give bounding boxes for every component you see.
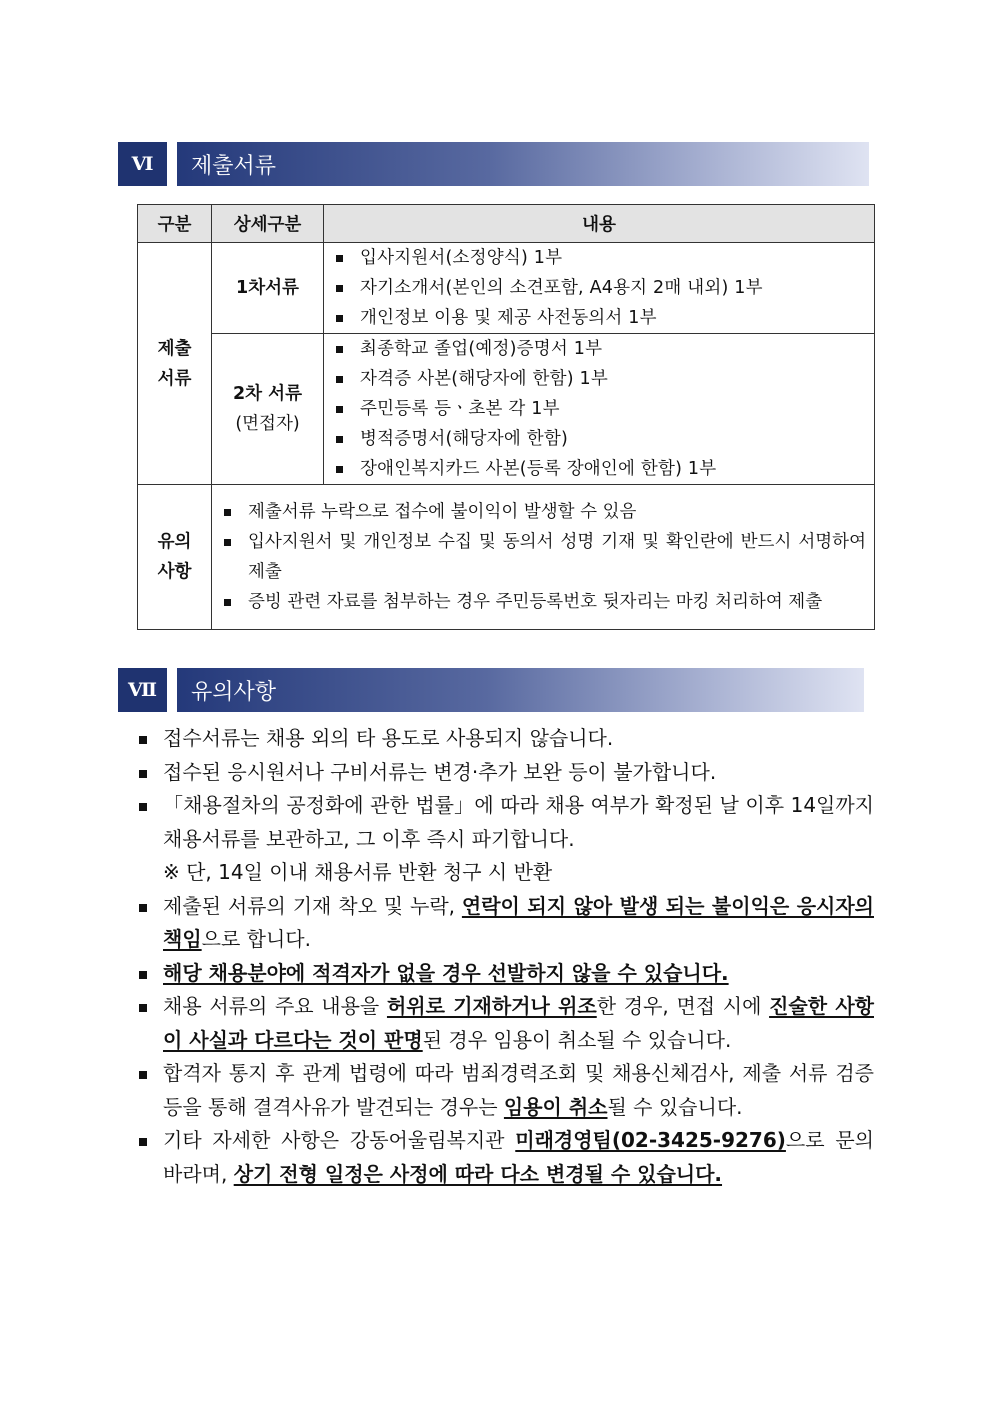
caution-item xyxy=(137,957,874,991)
first-docs-label-cell xyxy=(212,243,324,334)
notes-content xyxy=(212,485,875,630)
second-docs-label-cell xyxy=(212,334,324,485)
caution-text: 접수된 응시원서나 구비서류는 변경·추가 보완 등이 불가합니다. xyxy=(163,759,717,784)
emphasis-text: 임용이 취소 xyxy=(503,1094,608,1119)
submit-category-cell xyxy=(138,243,212,485)
caution-item xyxy=(137,1124,874,1191)
caution-text: 될 수 있습니다. xyxy=(607,1094,743,1119)
caution-text: 「채용절차의 공정화에 관한 법률」에 따라 채용 여부가 확정된 날 이후 14일까지 채용서류를 보관하고, 그 이후 즉시 파기합니다. xyxy=(163,793,874,851)
notes-category-cell xyxy=(138,485,212,630)
list-item: 자기소개서(본인의 소견포함, A4용지 2매 내외) 1부 xyxy=(324,273,874,303)
section6-number: Ⅵ xyxy=(118,142,167,186)
list-item: 입사지원서(소정양식) 1부 xyxy=(324,243,874,273)
table-row-second-docs xyxy=(138,334,875,485)
list-item: 입사지원서 및 개인정보 수집 및 동의서 성명 기재 및 확인란에 반드시 서명하여 제출 xyxy=(212,527,874,587)
cautions-list xyxy=(137,722,874,856)
retention-note: ※ 단, 14일 이내 채용서류 반환 청구 시 반환 xyxy=(163,860,553,884)
cautions-list-continued xyxy=(137,890,874,1192)
caution-text: 채용 서류의 주요 내용을 xyxy=(163,994,387,1018)
list-item: 장애인복지카드 사본(등록 장애인에 한함) 1부 xyxy=(324,454,874,484)
submit-category-label: 제출 서류 xyxy=(157,338,192,389)
section7-number: Ⅶ xyxy=(118,668,167,712)
notes-category-label: 유의 사항 xyxy=(157,532,192,582)
caution-item xyxy=(137,722,874,756)
table-header-row xyxy=(138,205,875,243)
emphasis-text: 연락이 되지 않아 발생 되는 불이익은 응시자의 책임 xyxy=(163,893,874,951)
second-docs-list xyxy=(324,334,874,484)
documents-table xyxy=(137,204,875,630)
caution-text: 기타 자세한 사항은 강동어울림복지관 xyxy=(163,1128,516,1152)
cautions-block xyxy=(137,722,874,1191)
caution-text: 합격자 통지 후 관계 법령에 따라 범죄경력조회 및 채용신체검사, 제출 서류 검증 등을 통해 결격사유가 발견되는 경우는 xyxy=(163,1061,874,1119)
list-item: 자격증 사본(해당자에 한함) 1부 xyxy=(324,364,874,394)
notes-list xyxy=(212,497,874,617)
caution-item xyxy=(137,756,874,790)
caution-text: 한 경우, 면접 시에 xyxy=(596,994,770,1018)
first-docs-label: 1차서류 xyxy=(236,278,299,298)
caution-item xyxy=(137,789,874,856)
section6-title: 제출서류 xyxy=(177,142,869,186)
table-row-first-docs xyxy=(138,243,875,334)
list-item: 증빙 관련 자료를 첨부하는 경우 주민등록번호 뒷자리는 마킹 처리하여 제출 xyxy=(212,587,874,617)
caution-text: 으로 문의 바라며, xyxy=(163,1128,874,1186)
emphasis-text: 허위로 기재하거나 위조 xyxy=(386,994,597,1018)
caution-item xyxy=(137,1057,874,1124)
header-category: 구분 xyxy=(138,205,212,243)
caution-item xyxy=(137,890,874,957)
caution-item xyxy=(137,990,874,1057)
list-item: 최종학교 졸업(예정)증명서 1부 xyxy=(324,334,874,364)
second-docs-label: 2차 서류 xyxy=(233,384,302,404)
second-docs-content xyxy=(324,334,875,485)
list-item: 주민등록 등ㆍ초본 각 1부 xyxy=(324,394,874,424)
first-docs-list xyxy=(324,243,874,333)
caution-text: 제출된 서류의 기재 착오 및 누락, xyxy=(163,893,462,918)
header-content: 내용 xyxy=(324,205,875,243)
caution-text: 접수서류는 채용 외의 타 용도로 사용되지 않습니다. xyxy=(163,726,614,750)
emphasis-text: 진술한 사항이 사실과 다르다는 것이 판명 xyxy=(163,994,874,1052)
caution-text: 된 경우 임용이 취소될 수 있습니다. xyxy=(422,1027,732,1052)
list-item: 병적증명서(해당자에 한함) xyxy=(324,424,874,454)
section7-title: 유의사항 xyxy=(177,668,864,712)
table-row-notes xyxy=(138,485,875,630)
emphasis-text: 상기 전형 일정은 사정에 따라 다소 변경될 수 있습니다. xyxy=(233,1161,723,1186)
emphasis-text: 해당 채용분야에 적격자가 없을 경우 선발하지 않을 수 있습니다. xyxy=(163,960,729,985)
contact-text: 미래경영팀(02-3425-9276) xyxy=(515,1128,786,1152)
list-item: 개인정보 이용 및 제공 사전동의서 1부 xyxy=(324,303,874,333)
header-subcategory: 상세구분 xyxy=(212,205,324,243)
caution-text: 으로 합니다. xyxy=(201,927,311,951)
second-docs-sublabel: (면접자) xyxy=(235,414,300,434)
first-docs-content xyxy=(324,243,875,334)
list-item: 제출서류 누락으로 접수에 불이익이 발생할 수 있음 xyxy=(212,497,874,527)
